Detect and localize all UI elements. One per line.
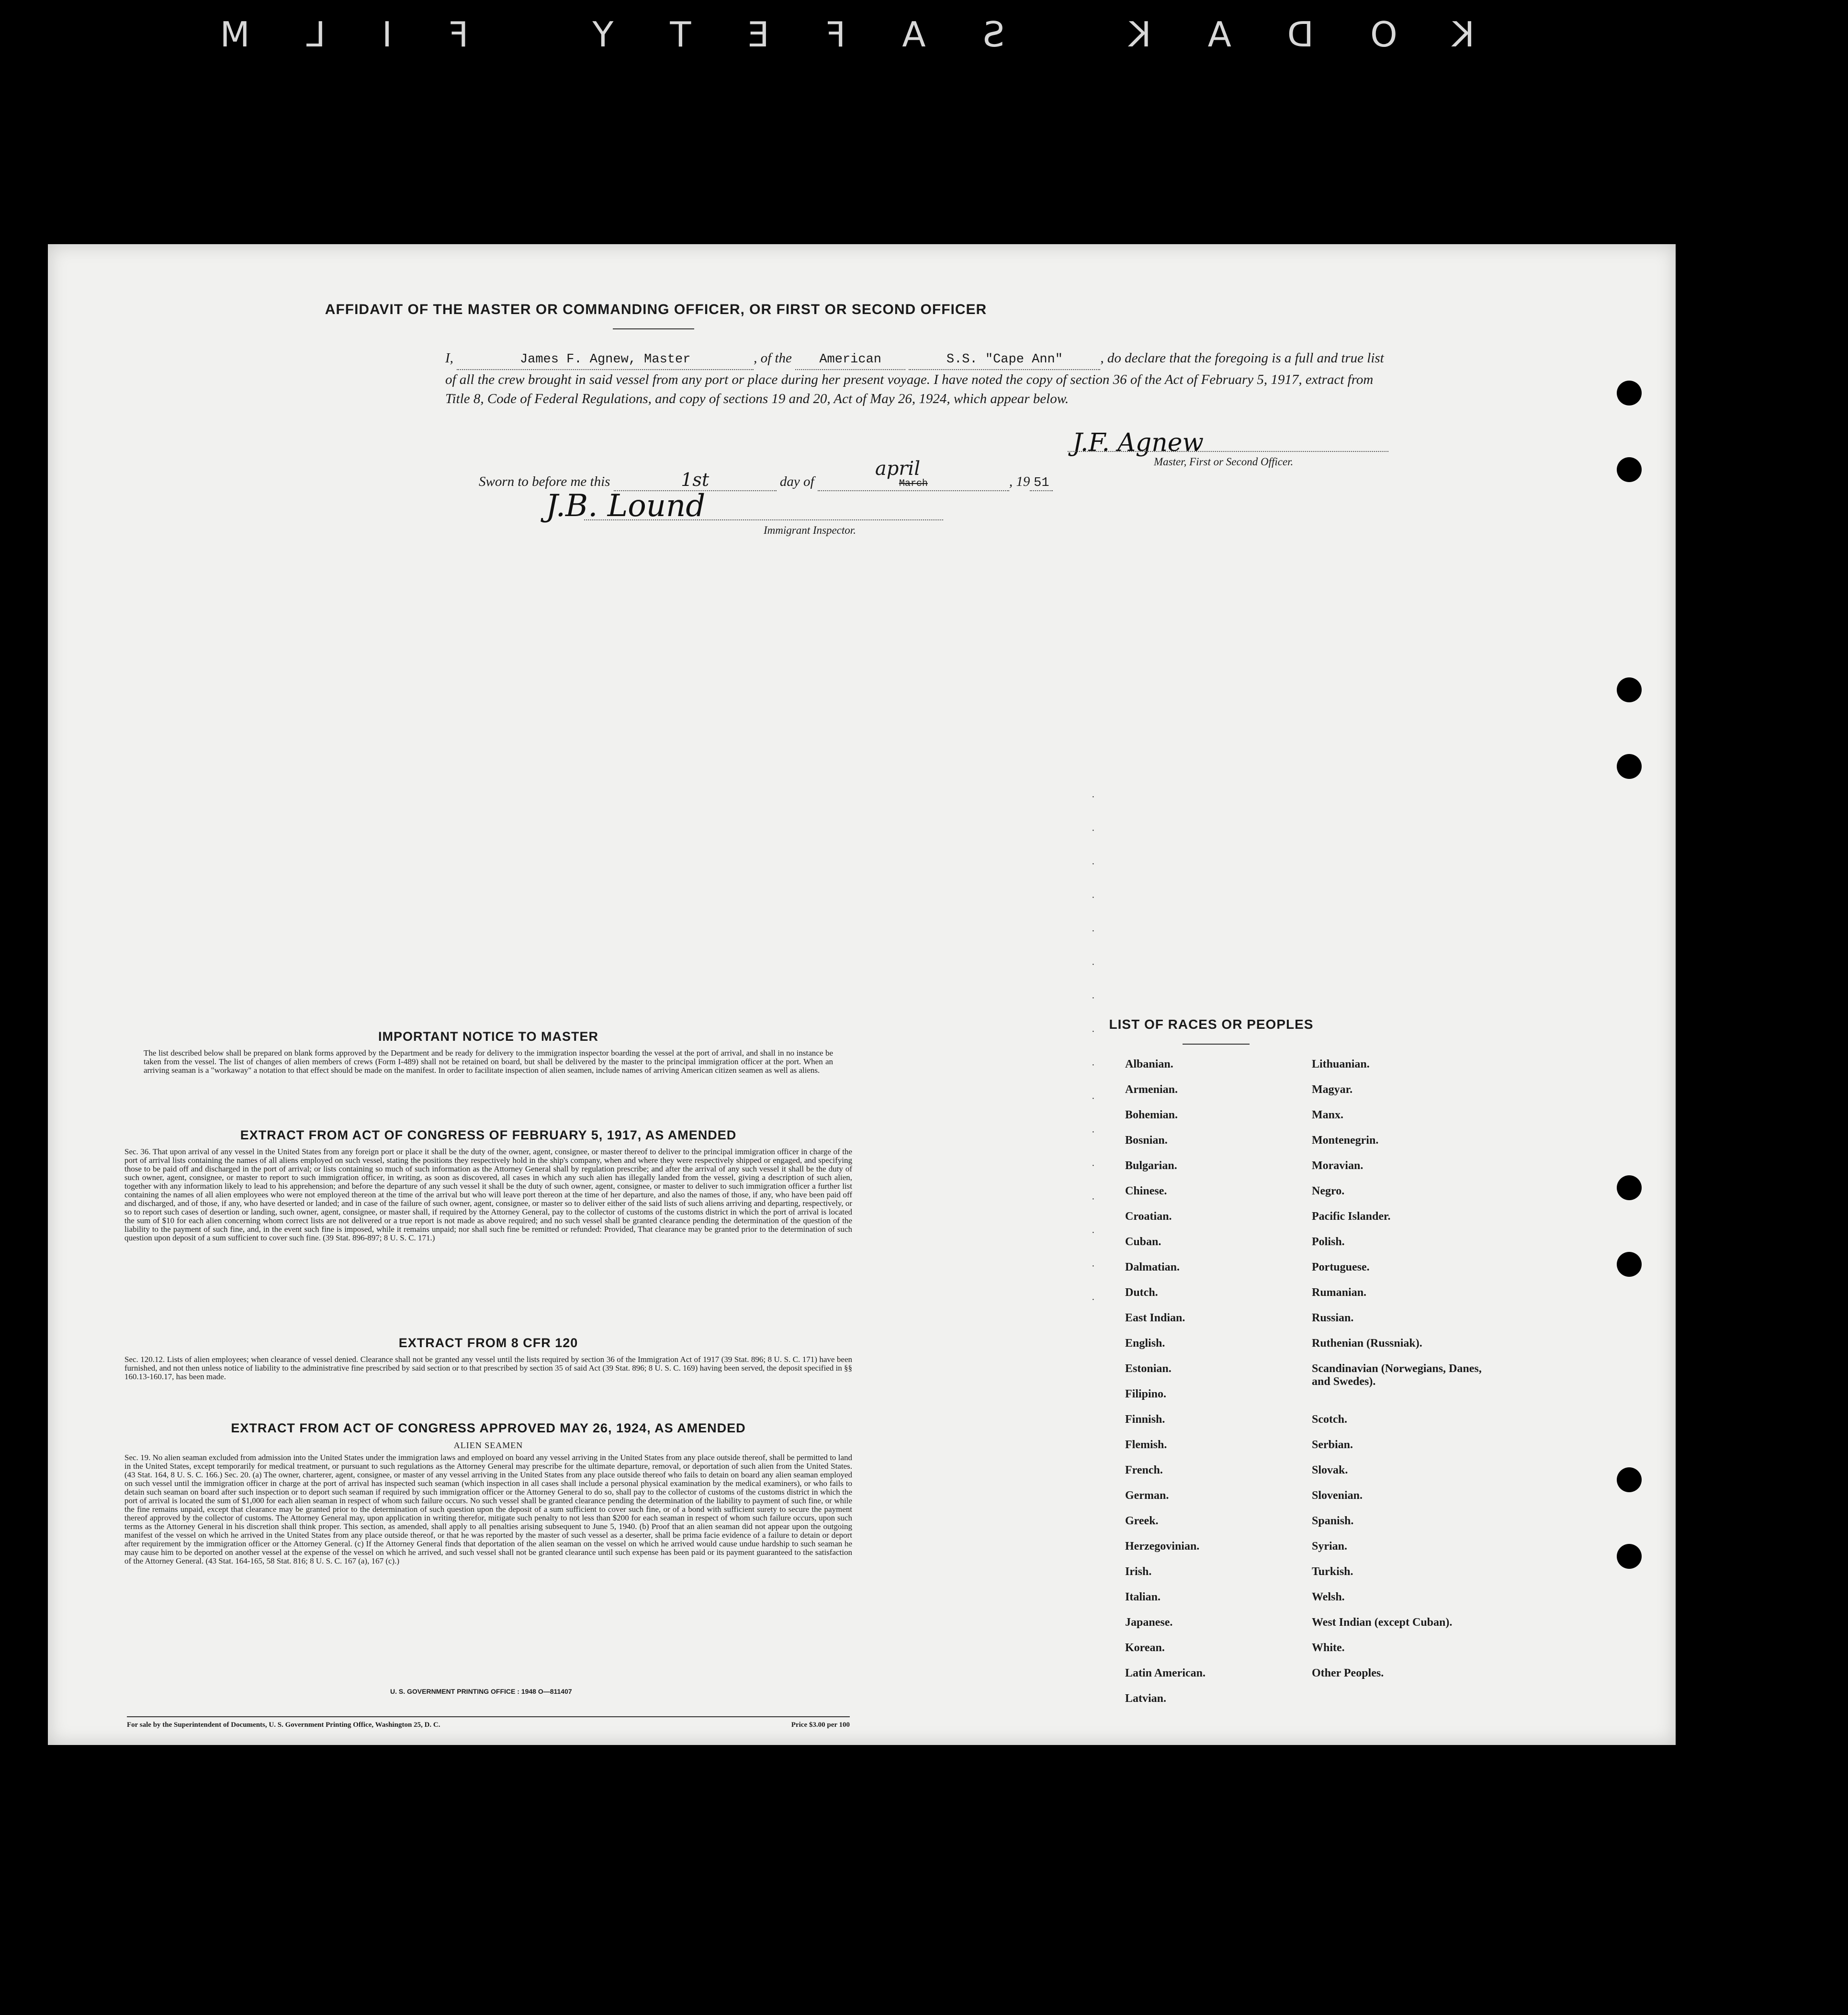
extract-1924-title: EXTRACT FROM ACT OF CONGRESS APPROVED MAY 26, 1924, AS AMENDED: [231, 1421, 746, 1435]
master-signature-line: [1068, 451, 1388, 452]
race-item: Greek.: [1125, 1515, 1159, 1527]
race-item: French.: [1125, 1464, 1163, 1476]
race-item: Dalmatian.: [1125, 1261, 1180, 1273]
race-item: Spanish.: [1312, 1515, 1354, 1527]
race-item: Filipino.: [1125, 1388, 1167, 1400]
race-item: Slovak.: [1312, 1464, 1348, 1476]
race-item: White.: [1312, 1642, 1345, 1654]
race-item: Italian.: [1125, 1591, 1161, 1603]
race-item: Ruthenian (Russniak).: [1312, 1337, 1422, 1350]
race-item: West Indian (except Cuban).: [1312, 1616, 1453, 1629]
sworn-day-field: 1st: [614, 469, 777, 491]
race-item: Scandinavian (Norwegians, Danes, and Swedes).: [1312, 1362, 1482, 1388]
race-item: Russian.: [1312, 1312, 1354, 1324]
extract-cfr-section: [124, 1336, 852, 1381]
notice-title: IMPORTANT NOTICE TO MASTER: [378, 1029, 598, 1044]
extract-1924-text: Sec. 19. No alien seaman excluded from admission into the United States under the immigration laws and employed on board any vessel arriving in the United States from any place outside thereof, shall be permitted to land in the United States, except temporarily for medical treatment, or pursuant to such regulations as the Attorney General may prescribe for the ultimate departure, removal, or deportation of such alien from the United States. (43 Stat. 164, 8 U. S. C. 166.) Sec. 20. (a) The owner, charterer, agent, consignee, or master of any vessel arriving in the United States from any place outside thereof who fails to detain on board any alien seaman employed on such vessel until the immigration officer in charge at the port of arrival has inspected such seaman (which inspection in all cases shall include a personal physical examination by the medical examiners), or who fails to detain such seaman on board after such inspection or to deport such seaman if required by such immigration officer or the Attorney General to do so, shall pay to the collector of customs of the customs district in which the port of arrival is located the sum of $1,000 for each alien seaman in respect of whom such failure occurs. No such vessel shall be granted clearance pending the determination of the liability to payment of such fine, or while the fine remains unpaid, except that clearance may be granted prior to the determination of such question upon the deposit of a sum sufficient to cover such fine, or of a bond with sufficient surety to secure the payment thereof approved by the collector of customs. The Attorney General may, upon application in writing therefor, mitigate such penalty to not less than $200 for each seaman in respect of whom such failure occurs, upon such terms as the Attorney General in his discretion shall think proper. This section, as amended, shall apply to all penalties arising subsequent to June 5, 1940. (b) Proof that an alien seaman did not appear upon the outgoing manifest of the vessel on which he arrived in the United States from any place outside thereof, or that he was reported by the master of such vessel as a deserter, shall be prima facie evidence of a failure to detain or deport after requirement by the immigration officer or the Attorney General. (c) If the Attorney General finds that deportation of the alien seaman on the vessel on which he arrived would cause undue hardship to such seaman he may cause him to be deported on another vessel at the expense of the vessel on which he arrived, and such vessel shall not be granted clearance until such expense has been paid or its payment guaranteed to the satisfaction of the Attorney General. (43 Stat. 164-165, 58 Stat. 816; 8 U. S. C. 167 (a), 167 (c).): [124, 1453, 852, 1565]
footer-left: For sale by the Superintendent of Documents, U. S. Government Printing Office, Washington 25, D. C.: [127, 1721, 440, 1729]
extract-1924-subtitle: ALIEN SEAMEN: [453, 1441, 523, 1450]
race-item: Bohemian.: [1125, 1109, 1178, 1121]
race-item: Flemish.: [1125, 1439, 1167, 1451]
extract-1924-section: [124, 1421, 852, 1565]
race-item: Armenian.: [1125, 1083, 1178, 1096]
race-item: Slovenian.: [1312, 1489, 1363, 1502]
footer: [127, 1716, 850, 1729]
races-rule: [1183, 1044, 1250, 1045]
film-edge-text: KODAK SAFETY FILM: [163, 14, 1475, 55]
race-item: English.: [1125, 1337, 1165, 1350]
race-item: Moravian.: [1312, 1159, 1363, 1172]
race-item: Serbian.: [1312, 1439, 1353, 1451]
race-item: Scotch.: [1312, 1413, 1347, 1426]
race-item: Korean.: [1125, 1642, 1165, 1654]
race-item: Japanese.: [1125, 1616, 1173, 1629]
affidavit-title: AFFIDAVIT OF THE MASTER OR COMMANDING OFFICER, OR FIRST OR SECOND OFFICER: [325, 302, 987, 317]
race-item: Finnish.: [1125, 1413, 1165, 1426]
sworn-prefix: Sworn to before me this: [479, 474, 610, 489]
punch-hole: [1617, 457, 1642, 482]
vessel-name-field: S.S. "Cape Ann": [909, 350, 1100, 370]
race-item: Other Peoples.: [1312, 1667, 1384, 1679]
race-item: German.: [1125, 1489, 1169, 1502]
race-item: Herzegovinian.: [1125, 1540, 1200, 1553]
race-item: Latvian.: [1125, 1692, 1167, 1705]
faint-marks: · · · · · · · · · · · · · · · ·: [1092, 792, 1095, 1305]
races-column-1: [1125, 1058, 1206, 1718]
races-column-2: [1312, 1058, 1494, 1692]
punch-hole: [1617, 1544, 1642, 1569]
extract-cfr-title: EXTRACT FROM 8 CFR 120: [398, 1336, 578, 1350]
inspector-caption: Immigrant Inspector.: [764, 524, 856, 536]
race-item: Dutch.: [1125, 1286, 1158, 1299]
sworn-month-hand: april: [875, 458, 921, 480]
extract-cfr-text: Sec. 120.12. Lists of alien employees; when clearance of vessel denied. Clearance shall not be granted any vessel until the lists required by section 36 of the Immigration Act of 1917 (39 Stat. 896; 8 U. S. C. 171) have been furnished, and not then unless notice of liability to the administrative fine prescribed by said section or to that prescribed by section 35 of said Act (39 Stat. 896; 8 U. S. C. 169) having been served, the deposit specified in §§ 160.13-160.17, has been made.: [124, 1355, 852, 1381]
punch-hole: [1617, 1467, 1642, 1492]
race-item: Lithuanian.: [1312, 1058, 1370, 1070]
notice-section: [124, 1029, 852, 1075]
race-item: Welsh.: [1312, 1591, 1345, 1603]
notice-text: The list described below shall be prepared on blank forms approved by the Department and be ready for delivery to the immigration inspector boarding the vessel at the port of arrival, and shall in no instance be taken from the vessel. The list of changes of alien members of crews (Form I-489) shall not be retained on board, but shall be delivered by the master to the principal immigration officer at the port. When an arriving seaman is a "workaway" a notation to that effect should be made on the manifest. In order to facilitate inspection of alien seamen, include names of arriving American citizen seamen as well as aliens.: [144, 1048, 833, 1075]
inspector-signature: J.B. Lound: [546, 488, 706, 524]
race-item: East Indian.: [1125, 1312, 1185, 1324]
master-caption: Master, First or Second Officer.: [1154, 456, 1294, 468]
of-the-text: , of the: [754, 350, 792, 366]
race-item: Negro.: [1312, 1185, 1345, 1197]
race-item: Montenegrin.: [1312, 1134, 1379, 1147]
race-item: Irish.: [1125, 1565, 1152, 1578]
race-item: Manx.: [1312, 1109, 1343, 1121]
race-item: Magyar.: [1312, 1083, 1353, 1096]
punch-hole: [1617, 1175, 1642, 1200]
footer-right: Price $3.00 per 100: [791, 1721, 850, 1729]
gpo-line: U. S. GOVERNMENT PRINTING OFFICE : 1948 O—811407: [390, 1688, 572, 1695]
extract-1917-title: EXTRACT FROM ACT OF CONGRESS OF FEBRUARY 5, 1917, AS AMENDED: [240, 1128, 737, 1142]
race-item: Polish.: [1312, 1236, 1345, 1248]
race-item: Portuguese.: [1312, 1261, 1370, 1273]
affidavit-line1-start: I,: [445, 350, 453, 366]
extract-1917-text: Sec. 36. That upon arrival of any vessel in the United States from any foreign port or place it shall be the duty of the owner, agent, consignee, or master thereof to deliver to the principal immigration officer in charge of the port of arrival lists containing the names of all aliens employed on such vessel, stating the positions they respectively hold in the ship's company, when and where they were respectively shipped or engaged, and specifying those to be paid off and discharged in the port of arrival; or lists containing so much of such information as the Attorney General shall by regulation prescribe; and after the arrival of any such vessel it shall be the duty of such owner, agent, consignee, or master to report to such immigration officer, in writing, as soon as discovered, all cases in which any such alien has illegally landed from the vessel, giving a description of such alien, together with any information likely to lead to his apprehension; and before the departure of any such vessel it shall be the duty of such owner, agent, consignee, or master to deliver to such immigration officer a further list containing the names of all alien employees who were not employed thereon at the time of the arrival but who will leave port thereon at the time of her departure, and also the names of those, if any, who have been paid off and discharged, and of those, if any, who have deserted or landed; and in case of the failure of such owner, agent, consignee, or master so to deliver either of the said lists of such aliens arriving and departing, respectively, or so to report such cases of desertion or landing, such owner, agent, consignee, or master shall, if required by the Attorney General, pay to the collector of customs of the customs district in which the port of arrival is located the sum of $10 for each alien concerning whom correct lists are not delivered or a true report is not made as above required; and no such vessel shall be granted clearance pending the determination of the question of the liability to the payment of such fine, and, in the event such fine is imposed, while it remains unpaid; nor shall such fine be remitted or refunded: Provided, That clearance may be granted prior to the determination of such question upon deposit of a sum sufficient to cover such fine. (39 Stat. 896-897; 8 U. S. C. 171.): [124, 1147, 852, 1242]
race-item: Albanian.: [1125, 1058, 1173, 1070]
vessel-nationality-field: American: [795, 350, 905, 370]
race-item: Pacific Islander.: [1312, 1210, 1391, 1223]
master-signature: J.F. Agnew: [1072, 428, 1204, 457]
race-item: Estonian.: [1125, 1362, 1172, 1375]
affidavit-text: [445, 349, 1393, 408]
punch-hole: [1617, 677, 1642, 702]
punch-hole: [1617, 381, 1642, 405]
race-item: Bulgarian.: [1125, 1159, 1177, 1172]
extract-1917-section: [124, 1128, 852, 1242]
race-item: Latin American.: [1125, 1667, 1206, 1679]
day-of-text: day of: [779, 474, 814, 489]
race-item: Cuban.: [1125, 1236, 1161, 1248]
affidavit-line1-end: , do declare: [1100, 350, 1166, 366]
race-item: Turkish.: [1312, 1565, 1353, 1578]
race-item: Bosnian.: [1125, 1134, 1168, 1147]
punch-hole: [1617, 1252, 1642, 1277]
race-item: Syrian.: [1312, 1540, 1348, 1553]
year-prefix: , 19: [1009, 474, 1030, 489]
inspector-signature-line: [584, 519, 943, 520]
races-title: LIST OF RACES OR PEOPLES: [1109, 1017, 1314, 1032]
year-suffix-field: 51: [1030, 476, 1053, 491]
race-item: Croatian.: [1125, 1210, 1172, 1223]
master-name-field: James F. Agnew, Master: [457, 350, 754, 370]
affidavit-body: that the foregoing is a full and true list of all the crew brought in said vessel from any port or place during her present voyage. I have noted the copy of section 36 of the Act of February 5, 1917, extract from Title 8, Code of Federal Regulations, and copy of sections 19 and 20, Act of May 26, 1924, which appear below.: [445, 350, 1384, 406]
document-page: [48, 244, 1676, 1745]
race-item: Rumanian.: [1312, 1286, 1367, 1299]
race-item: Chinese.: [1125, 1185, 1167, 1197]
title-rule: [613, 328, 694, 329]
sworn-month-struck: March: [899, 478, 928, 489]
punch-hole: [1617, 754, 1642, 779]
sworn-month-field: [818, 458, 1009, 491]
